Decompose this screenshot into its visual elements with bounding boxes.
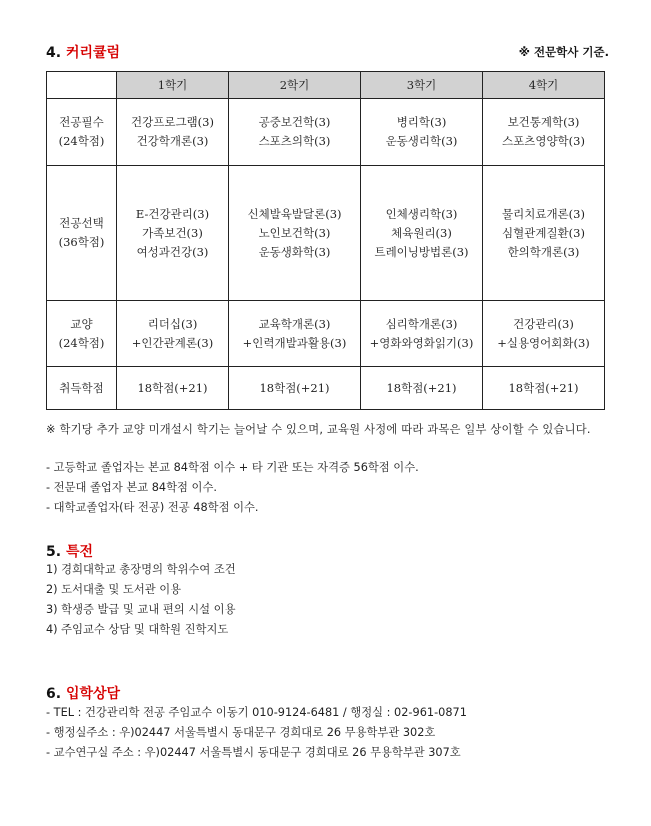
course-cell: 병리학(3) 운동생리학(3) [361, 99, 483, 166]
course-cell: 건강관리(3) +실용영어회화(3) [483, 301, 605, 367]
credits-cell: 18학점(+21) [361, 367, 483, 410]
credits-cell: 18학점(+21) [229, 367, 361, 410]
consult-heading [46, 683, 120, 703]
credits-cell: 18학점(+21) [483, 367, 605, 410]
section-number: 6. [46, 686, 62, 702]
row-label: 교양 (24학점) [47, 301, 117, 367]
table-row-required [47, 99, 605, 166]
condition-item: - 고등학교 졸업자는 본교 84학점 이수 + 타 기관 또는 자격증 56학점 이수. [46, 461, 419, 474]
course-cell: 공중보건학(3) 스포츠의학(3) [229, 99, 361, 166]
row-label: 전공선택 (36학점) [47, 166, 117, 301]
condition-item: - 전문대 졸업자 본교 84학점 이수. [46, 481, 217, 494]
consult-item: - 행정실주소 : 우)02447 서울특별시 동대문구 경희대로 26 무용학부관 302호 [46, 726, 436, 739]
column-header: 2학기 [229, 72, 361, 99]
benefit-item: 4) 주임교수 상담 및 대학원 진학지도 [46, 623, 229, 636]
benefit-item: 3) 학생증 발급 및 교내 편의 시설 이용 [46, 603, 236, 616]
consult-item: - 교수연구실 주소 : 우)02447 서울특별시 동대문구 경희대로 26 무용학부관 307호 [46, 746, 461, 759]
table-corner-cell [47, 72, 117, 99]
table-row-elective [47, 166, 605, 301]
column-header: 1학기 [117, 72, 229, 99]
course-cell: 인체생리학(3) 체육원리(3) 트레이닝방법론(3) [361, 166, 483, 301]
benefits-list [46, 560, 236, 640]
graduation-conditions [46, 458, 419, 518]
course-cell: 교육학개론(3) +인력개발과활용(3) [229, 301, 361, 367]
section-number: 5. [46, 544, 62, 560]
curriculum-basis-note: ※ 전문학사 기준. [518, 45, 609, 59]
section-number: 4. [46, 45, 62, 61]
course-cell: 심리학개론(3) +영화와영화읽기(3) [361, 301, 483, 367]
curriculum-table [46, 71, 605, 410]
course-cell: 리더십(3) +인간관계론(3) [117, 301, 229, 367]
course-cell: 보건통계학(3) 스포츠영양학(3) [483, 99, 605, 166]
course-cell: 건강프로그램(3) 건강학개론(3) [117, 99, 229, 166]
column-header: 4학기 [483, 72, 605, 99]
course-cell: 신체발육발달론(3) 노인보건학(3) 운동생화학(3) [229, 166, 361, 301]
condition-item: - 대학교졸업자(타 전공) 전공 48학점 이수. [46, 501, 259, 514]
row-label: 전공필수 (24학점) [47, 99, 117, 166]
benefits-heading [46, 541, 93, 561]
consult-item: - TEL : 건강관리학 전공 주임교수 이동기 010-9124-6481 / 행정실 : 02-961-0871 [46, 706, 467, 719]
credits-cell: 18학점(+21) [117, 367, 229, 410]
table-header-row [47, 72, 605, 99]
benefit-item: 1) 경희대학교 총장명의 학위수여 조건 [46, 563, 236, 576]
table-row-liberal-arts [47, 301, 605, 367]
section-title: 입학상담 [65, 686, 121, 702]
curriculum-heading [46, 42, 120, 62]
consult-info [46, 703, 467, 763]
benefit-item: 2) 도서대출 및 도서관 이용 [46, 583, 182, 596]
course-cell: 물리치료개론(3) 심혈관계질환(3) 한의학개론(3) [483, 166, 605, 301]
section-title: 커리큘럼 [65, 45, 121, 61]
curriculum-footnote: ※ 학기당 추가 교양 미개설시 학기는 늘어날 수 있으며, 교육원 사정에 따라 과목은 일부 상이할 수 있습니다. [46, 423, 591, 436]
column-header: 3학기 [361, 72, 483, 99]
course-cell: E-건강관리(3) 가족보건(3) 여성과건강(3) [117, 166, 229, 301]
row-label: 취득학점 [47, 367, 117, 410]
table-row-credits [47, 367, 605, 410]
section-title: 특전 [65, 544, 93, 560]
